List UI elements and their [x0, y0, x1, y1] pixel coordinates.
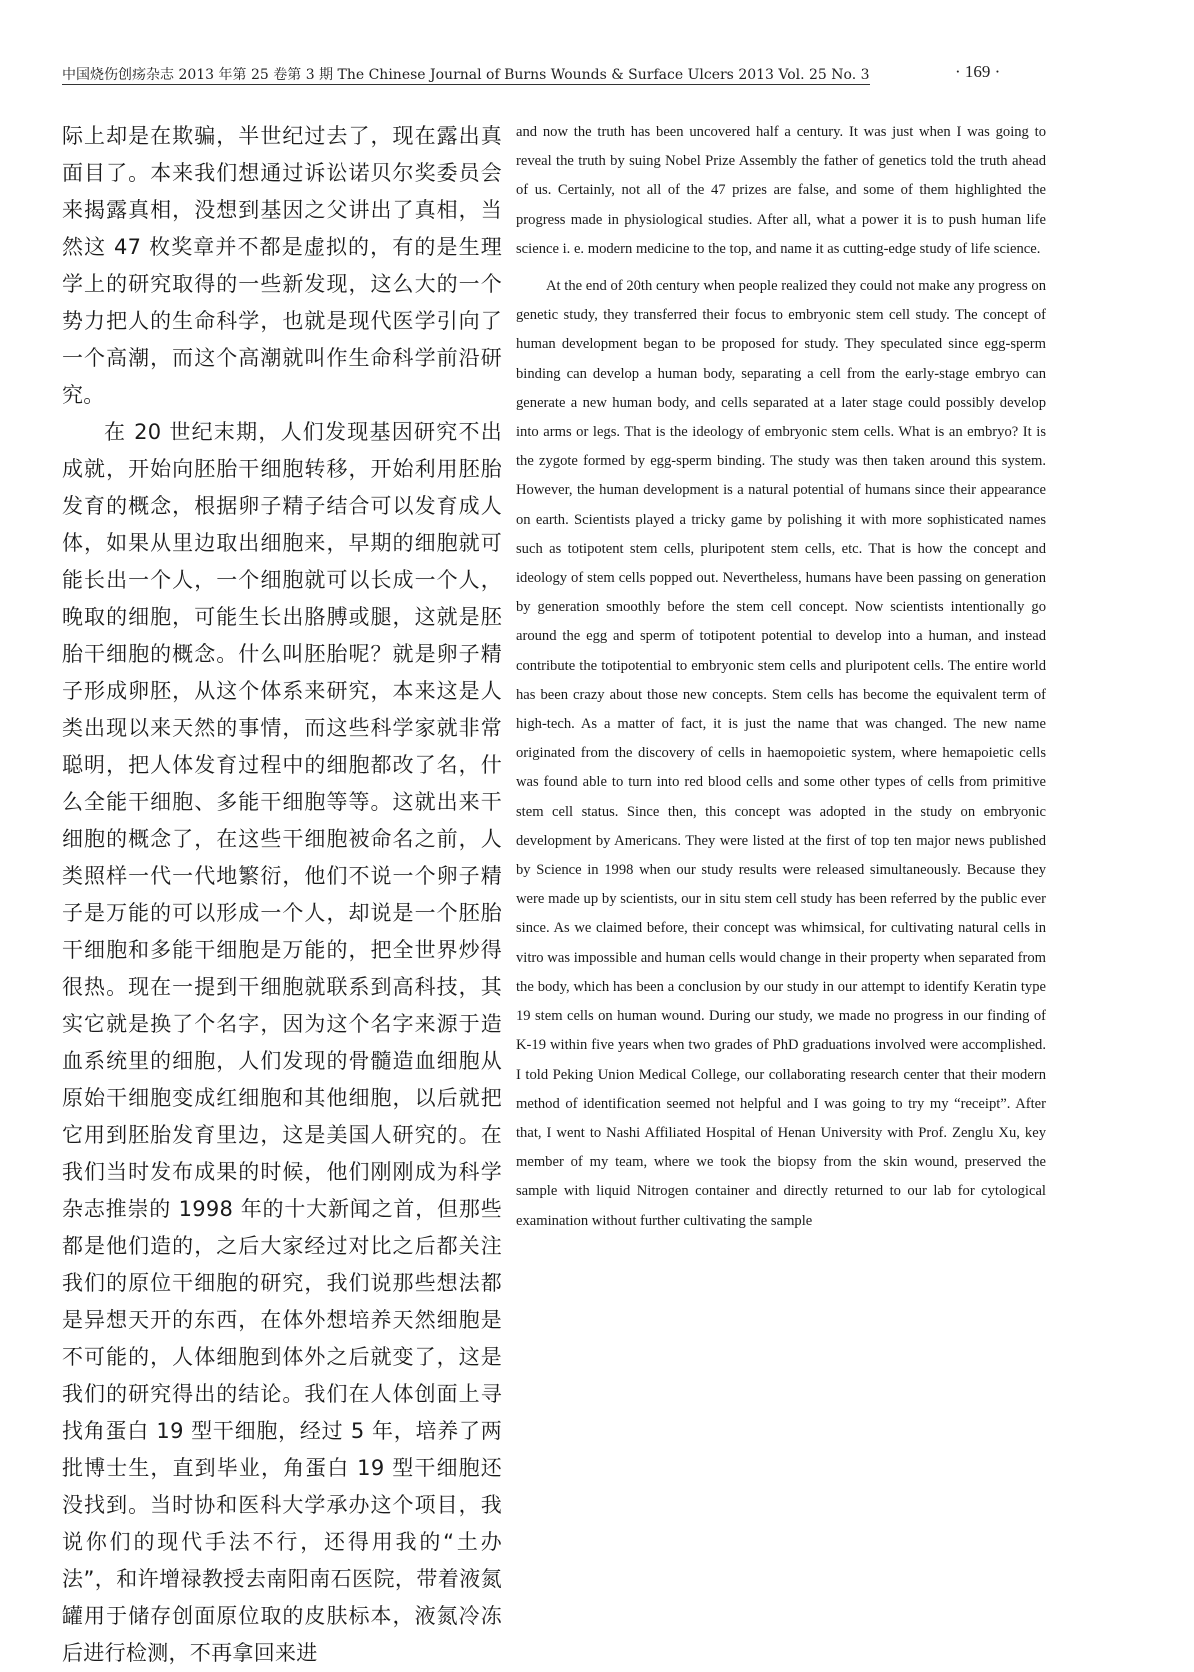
chinese-paragraph-1: 际上却是在欺骗，半世纪过去了，现在露出真面目了。本来我们想通过诉讼诺贝尔奖委员会来揭露真相，没想到基因之父讲出了真相，当然这 47 枚奖章并不都是虚拟的，有的是生理学上的研究取得的一些新发现，这么大的一个势力把人的生命科学，也就是现代医学引向了一个高潮，而这个高潮就叫作生命科学前沿研究。 [62, 124, 502, 407]
chinese-column [62, 118, 502, 1672]
english-paragraph-2: At the end of 20th century when people realized they could not make any progress on genetic study, they transferred their focus to embryonic stem cell study. The concept of human development began to be proposed for study. They speculated since egg-sperm binding can develop a human body, separating a cell from the early-stage embryo can generate a new human body, and cells separated at a later stage could possibly develop into arms or legs. That is the ideology of embryonic stem cells. What is an embryo? It is the zygote formed by egg-sperm binding. The study was then taken around this system. However, the human development is a natural potential of humans since their appearance on earth. Scientists played a tricky game by polishing it with more sophisticated names such as totipotent stem cells, pluripotent stem cells, etc. That is how the concept and ideology of stem cells popped out. Nevertheless, humans have been passing on generation by generation smoothly before the stem cell concept. Now scientists intentionally go around the egg and sperm of totipotent potential to develop into a human, and instead contribute the totipotential to embryonic stem cells and pluripotent cells. The entire world has been crazy about those new concepts. Stem cells has become the equivalent term of high-tech. As a matter of fact, it is just the name that was changed. The new name originated from the discovery of cells in haemopoietic system, where hemapoietic cells was found able to turn into red blood cells and some other types of cells from primitive stem cell status. Since then, this concept was adopted in the study on embryonic development by Americans. They were listed at the first of top ten major news published by Science in 1998 when our study results were released simultaneously. Because they were made up by scientists, our in situ stem cell study has been referred by the public ever since. As we claimed before, their concept was whimsical, for cultivating natural cells in vitro was impossible and human cells would change in their property when separated from the body, which has been a conclusion by our study in our attempt to identify Keratin type 19 stem cells on human wound. During our study, we made no progress in our finding of K-19 within five years when two grades of PhD graduations involved were accomplished. I told Peking Union Medical College, our collaborating research center that their modern method of identification seemed not helpful and I was going to try my “receipt”. After that, I went to Nashi Affiliated Hospital of Henan University with Prof. Zenglu Xu, key member of my team, where we took the biopsy from the skin wound, preserved the sample with liquid Nitrogen container and directly returned to our lab for cytological examination without further cultivating the sample [516, 278, 1046, 1229]
english-paragraph-1: and now the truth has been uncovered half a century. It was just when I was going to reveal the truth by suing Nobel Prize Assembly the father of genetics told the truth ahead of us. Certainly, not all of the 47 prizes are false, and some of them highlighted the progress made in physiological studies. After all, what a power it is to push human life science i. e. modern medicine to the top, and name it as cutting-edge study of life science. [516, 124, 1046, 257]
journal-citation: 中国烧伤创疡杂志 2013 年第 25 卷第 3 期 The Chinese Journal of Burns Wounds & Surface Ulcers 2013 Vol. 25 No. 3 [62, 67, 870, 83]
running-header [62, 64, 1062, 84]
english-column [516, 118, 1046, 1236]
chinese-paragraph-2: 在 20 世纪末期，人们发现基因研究不出成就，开始向胚胎干细胞转移，开始利用胚胎发育的概念，根据卵子精子结合可以发育成人体，如果从里边取出细胞来，早期的细胞就可能长出一个人，一个细胞就可以长成一个人，晚取的细胞，可能生长出胳膊或腿，这就是胚胎干细胞的概念。什么叫胚胎呢？就是卵子精子形成卵胚，从这个体系来研究，本来这是人类出现以来天然的事情，而这些科学家就非常聪明，把人体发育过程中的细胞都改了名，什么全能干细胞、多能干细胞等等。这就出来干细胞的概念了，在这些干细胞被命名之前，人类照样一代一代地繁衍，他们不说一个卵子精子是万能的可以形成一个人，却说是一个胚胎干细胞和多能干细胞是万能的，把全世界炒得很热。现在一提到干细胞就联系到高科技，其实它就是换了个名字，因为这个名字来源于造血系统里的细胞，人们发现的骨髓造血细胞从原始干细胞变成红细胞和其他细胞，以后就把它用到胚胎发育里边，这是美国人研究的。在我们当时发布成果的时候，他们刚刚成为科学杂志推崇的 1998 年的十大新闻之首，但那些都是他们造的，之后大家经过对比之后都关注我们的原位干细胞的研究，我们说那些想法都是异想天开的东西，在体外想培养天然细胞是不可能的，人体细胞到体外之后就变了，这是我们的研究得出的结论。我们在人体创面上寻找角蛋白 19 型干细胞，经过 5 年，培养了两批博士生，直到毕业，角蛋白 19 型干细胞还没找到。当时协和医科大学承办这个项目，我说你们的现代手法不行，还得用我的“土办法”，和许增禄教授去南阳南石医院，带着液氮罐用于储存创面原位取的皮肤标本，液氮冷冻后进行检测，不再拿回来进 [62, 420, 502, 1665]
page-number: · 169 · [955, 62, 1001, 81]
